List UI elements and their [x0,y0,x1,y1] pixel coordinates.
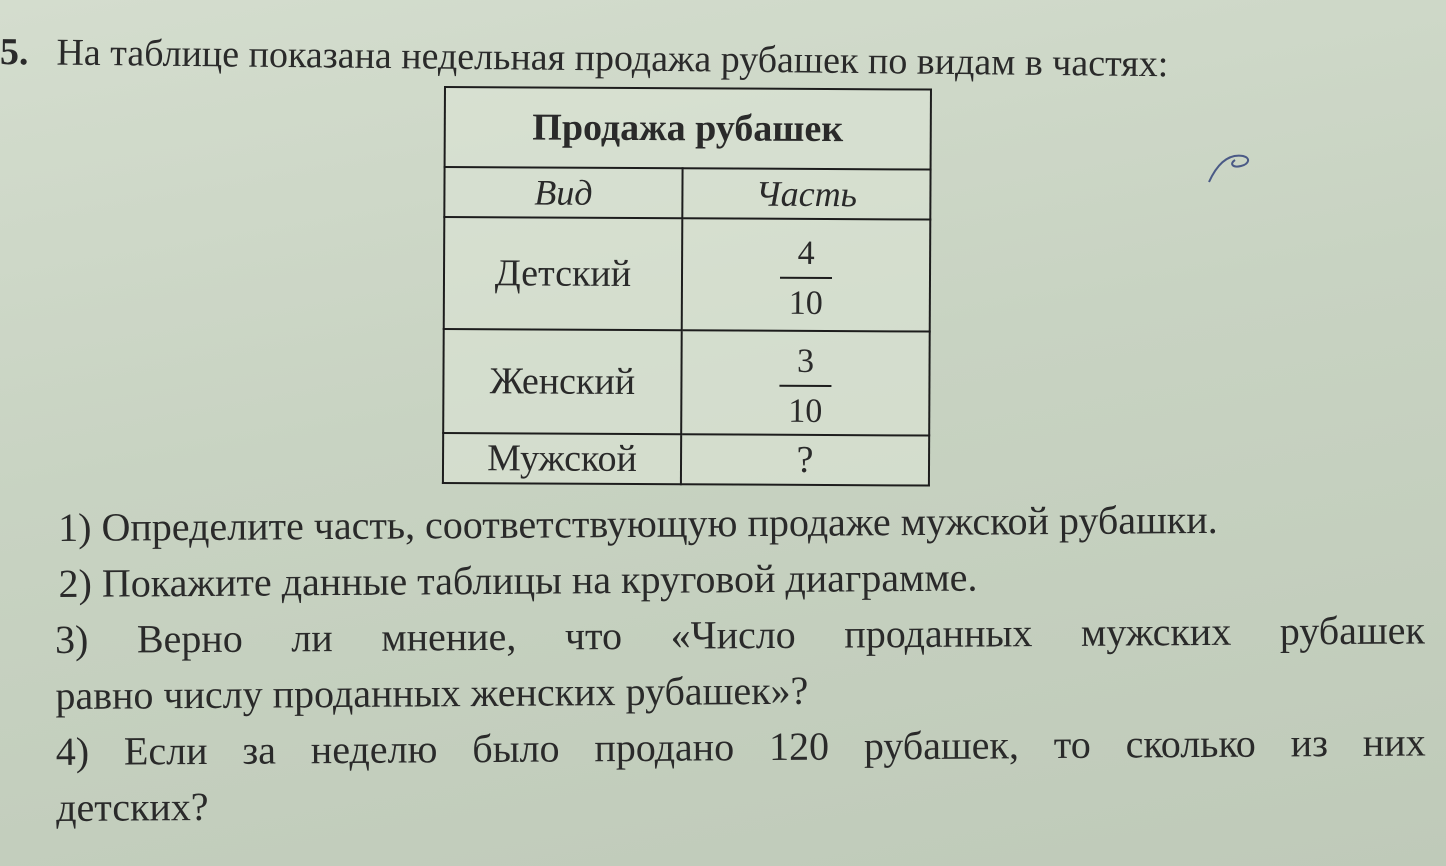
fraction [779,344,831,428]
q3-word: мнение, [381,613,517,660]
type-cell: Женский [443,329,682,434]
q4-word: 120 [768,723,830,770]
q4-word: то [1053,721,1091,768]
sales-table [442,86,932,487]
table-row [443,433,929,486]
q3-word: «Число [670,611,796,658]
question-3-line-2: равно числу проданных женских рубашек»? [55,667,809,718]
part-cell [681,330,930,435]
table-title: Продажа рубашек [445,87,931,170]
q4-word: из [1290,720,1329,766]
problem-number: 5. [0,31,29,74]
q4-word: продано [594,724,735,771]
q4-word: неделю [310,726,438,773]
fraction-numerator: 3 [796,342,815,380]
part-cell [682,218,931,331]
question-4-line-2: детских? [55,783,209,830]
pen-mark-icon [1205,150,1255,190]
question-1: 1) Определите часть, соответствующую продаже мужской рубашки. [58,496,1218,550]
q4-word: них [1362,719,1426,765]
q4-word: за [242,727,277,773]
fraction-denominator: 10 [788,284,823,322]
problem-header [0,30,1168,86]
fraction-numerator: 4 [797,234,815,272]
table-row [444,217,931,332]
type-cell: Мужской [443,433,681,484]
q3-word: ли [291,615,333,661]
question-4-line-1 [56,714,1426,780]
type-cell: Детский [444,217,683,330]
q4-word: сколько [1125,720,1256,767]
questions-block [54,490,1436,836]
part-cell: ? [681,434,929,485]
question-3-line-1 [55,602,1425,668]
table-row [443,329,930,436]
q3-word: Верно [136,615,243,662]
column-header-part: Часть [682,168,930,219]
column-header-type: Вид [444,167,682,218]
q3-word: проданных [844,610,1033,657]
q3-word: что [564,613,623,659]
fraction-denominator: 10 [788,392,823,430]
q4-word: было [472,725,560,772]
problem-statement: На таблице показана недельная продажа рубашек по видам в частях: [56,31,1169,86]
q4-word: 4) [55,728,90,774]
q3-word: 3) [54,616,89,662]
question-2: 2) Покажите данные таблицы на круговой диаграмме. [58,554,978,606]
q4-word: Если [123,727,208,774]
q3-word: мужских [1080,608,1232,655]
fraction [780,236,832,320]
q3-word: рубашек [1279,607,1426,654]
q4-word: рубашек, [863,722,1020,769]
